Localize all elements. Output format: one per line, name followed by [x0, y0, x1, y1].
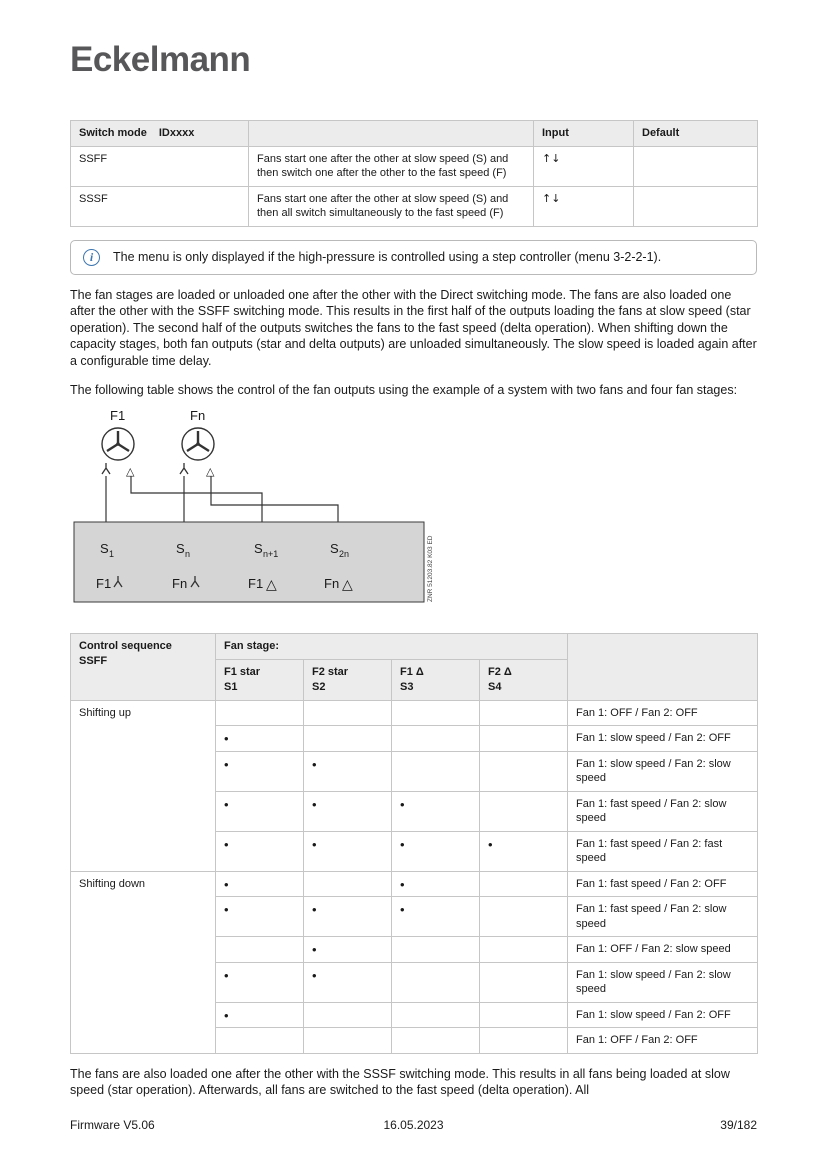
info-note-text: The menu is only displayed if the high-pressure is controlled using a step controller (menu 3-2-2-1). — [113, 250, 662, 265]
stage-label-sub: n — [185, 549, 191, 560]
mode-cell: SSFF — [71, 146, 249, 186]
output-label: F1 — [96, 576, 112, 592]
fan-stage-header: Fan stage: — [216, 634, 568, 660]
stage-dot-cell: • — [480, 831, 568, 871]
sequence-result-cell: Fan 1: slow speed / Fan 2: OFF — [568, 1002, 758, 1028]
wiring-line — [131, 476, 262, 522]
delta-symbol: △ — [126, 465, 135, 479]
fan1-label: F1 — [110, 408, 126, 424]
stage-dot-cell — [480, 1002, 568, 1028]
fan-wiring-diagram — [70, 406, 757, 619]
stage-dot-cell — [304, 871, 392, 897]
stage-label: S — [330, 541, 339, 557]
sequence-result-cell: Fan 1: fast speed / Fan 2: OFF — [568, 871, 758, 897]
table-row — [71, 871, 758, 897]
switch-mode-table — [70, 120, 758, 227]
stage-dot-cell — [480, 1028, 568, 1054]
stage-dot-cell: • — [304, 897, 392, 937]
stage-dot-cell — [304, 1002, 392, 1028]
default-cell — [634, 146, 758, 186]
sequence-result-cell: Fan 1: OFF / Fan 2: OFF — [568, 700, 758, 726]
fan-icon — [102, 428, 134, 460]
stage-dot-cell — [392, 1002, 480, 1028]
output-label: F1 — [248, 576, 264, 592]
stage-dot-cell: • — [392, 791, 480, 831]
info-note — [70, 240, 757, 275]
table-row — [71, 186, 758, 226]
body-paragraph: The fans are also loaded one after the other with the SSSF switching mode. This results in all fans being loaded at slow speed (star operation). Afterwards, all fans are switched to the fast speed (delta operation). All — [70, 1066, 730, 1098]
stage-dot-cell — [304, 726, 392, 752]
sequence-result-cell: Fan 1: fast speed / Fan 2: slow speed — [568, 791, 758, 831]
description-header — [249, 121, 534, 147]
control-sequence-table — [70, 633, 758, 1053]
drawing-number-caption: ZNR 51203.82 K03 ED — [427, 535, 434, 603]
stage-label: S — [254, 541, 263, 557]
stage-dot-cell — [392, 937, 480, 963]
stage-dot-cell: • — [216, 831, 304, 871]
stage-dot-cell — [392, 700, 480, 726]
stage-dot-cell: • — [392, 897, 480, 937]
stage-dot-cell: • — [216, 751, 304, 791]
fan-icon — [182, 428, 214, 460]
table-row — [71, 700, 758, 726]
page-footer — [70, 1118, 757, 1132]
stage-dot-cell: • — [216, 897, 304, 937]
stage-dot-cell: • — [304, 962, 392, 1002]
sequence-result-cell: Fan 1: slow speed / Fan 2: OFF — [568, 726, 758, 752]
stage-dot-cell: • — [216, 726, 304, 752]
stage-label-sub: 1 — [109, 549, 115, 560]
output-label: Fn — [172, 576, 188, 592]
stage-column-header: F1 star S1 — [216, 659, 304, 700]
stage-dot-cell — [216, 1028, 304, 1054]
footer-firmware-version: Firmware V5.06 — [70, 1118, 155, 1132]
stage-dot-cell: • — [216, 871, 304, 897]
body-paragraph: The following table shows the control of the fan outputs using the example of a system with two fans and four fan stages: — [70, 382, 738, 397]
stage-dot-cell — [392, 1028, 480, 1054]
star-symbol-icon — [180, 463, 188, 474]
sequence-result-cell: Fan 1: OFF / Fan 2: slow speed — [568, 937, 758, 963]
default-header: Default — [634, 121, 758, 147]
footer-page-number: 39/182 — [720, 1118, 757, 1132]
table-header-row — [71, 121, 758, 147]
info-icon: i — [83, 249, 100, 266]
stage-dot-cell — [480, 751, 568, 791]
input-cell: ↑↓ — [534, 186, 634, 226]
stage-dot-cell: • — [216, 1002, 304, 1028]
stage-column-header: F2 Δ S4 — [480, 659, 568, 700]
stage-dot-cell: • — [216, 791, 304, 831]
default-cell — [634, 186, 758, 226]
sequence-result-cell: Fan 1: slow speed / Fan 2: slow speed — [568, 751, 758, 791]
delta-symbol: △ — [266, 577, 277, 594]
stage-dot-cell — [480, 937, 568, 963]
stage-dot-cell: • — [392, 871, 480, 897]
stage-dot-cell — [392, 726, 480, 752]
stage-dot-cell — [480, 791, 568, 831]
fan-diagram-svg — [70, 406, 500, 614]
output-label: Fn — [324, 576, 340, 592]
switch-mode-header: Switch mode IDxxxx — [71, 121, 249, 147]
stage-dot-cell — [392, 962, 480, 1002]
delta-symbol: △ — [206, 465, 215, 479]
stage-dot-cell — [480, 962, 568, 1002]
stage-dot-cell: • — [304, 831, 392, 871]
sequence-result-cell: Fan 1: fast speed / Fan 2: fast speed — [568, 831, 758, 871]
table-header-row — [71, 634, 758, 660]
sequence-result-cell: Fan 1: fast speed / Fan 2: slow speed — [568, 897, 758, 937]
control-sequence-header: Control sequence SSFF — [71, 634, 216, 700]
stage-label-sub: 2n — [339, 549, 350, 560]
table-row — [71, 146, 758, 186]
stage-dot-cell: • — [216, 962, 304, 1002]
eckelmann-logo: Eckelmann — [70, 40, 251, 79]
input-cell: ↑↓ — [534, 146, 634, 186]
stage-label: S — [100, 541, 109, 557]
stage-dot-cell — [480, 871, 568, 897]
stage-dot-cell — [392, 751, 480, 791]
delta-symbol: △ — [342, 577, 353, 594]
stage-dot-cell — [480, 700, 568, 726]
stage-column-header: F1 Δ S3 — [392, 659, 480, 700]
empty-header-cell — [568, 634, 758, 700]
body-paragraph: The fan stages are loaded or unloaded one after the other with the Direct switching mode. The fans are also loaded one after the other with the SSFF switching mode. This results in the first half of the outputs loading the fans at slow speed (star operation). The second half of the outputs switches the fans to the fast speed (delta operation). When shifting down the capacity stages, both fan outputs (star and delta outputs) are unloaded simultaneously. The slow speed is loaded again after a configurable time delay. — [70, 287, 757, 369]
stage-dot-cell — [216, 937, 304, 963]
stage-column-header: F2 star S2 — [304, 659, 392, 700]
stage-dot-cell: • — [392, 831, 480, 871]
stage-dot-cell — [304, 700, 392, 726]
wiring-line — [211, 476, 338, 522]
fan2-label: Fn — [190, 408, 206, 424]
mode-cell: SSSF — [71, 186, 249, 226]
input-header: Input — [534, 121, 634, 147]
group-label: Shifting up — [71, 700, 216, 871]
stage-dot-cell — [480, 897, 568, 937]
stage-dot-cell — [216, 700, 304, 726]
stage-label: S — [176, 541, 185, 557]
stage-dot-cell — [480, 726, 568, 752]
sequence-result-cell: Fan 1: slow speed / Fan 2: slow speed — [568, 962, 758, 1002]
group-label: Shifting down — [71, 871, 216, 1053]
stage-dot-cell — [304, 1028, 392, 1054]
stage-dot-cell: • — [304, 937, 392, 963]
sequence-result-cell: Fan 1: OFF / Fan 2: OFF — [568, 1028, 758, 1054]
description-cell: Fans start one after the other at slow speed (S) and then all switch simultaneously to the fast speed (F) — [249, 186, 534, 226]
footer-date: 16.05.2023 — [383, 1118, 444, 1132]
star-symbol-icon — [102, 463, 110, 474]
stage-dot-cell: • — [304, 751, 392, 791]
stage-label-sub: n+1 — [263, 549, 279, 560]
description-cell: Fans start one after the other at slow speed (S) and then switch one after the other to the fast speed (F) — [249, 146, 534, 186]
stage-dot-cell: • — [304, 791, 392, 831]
